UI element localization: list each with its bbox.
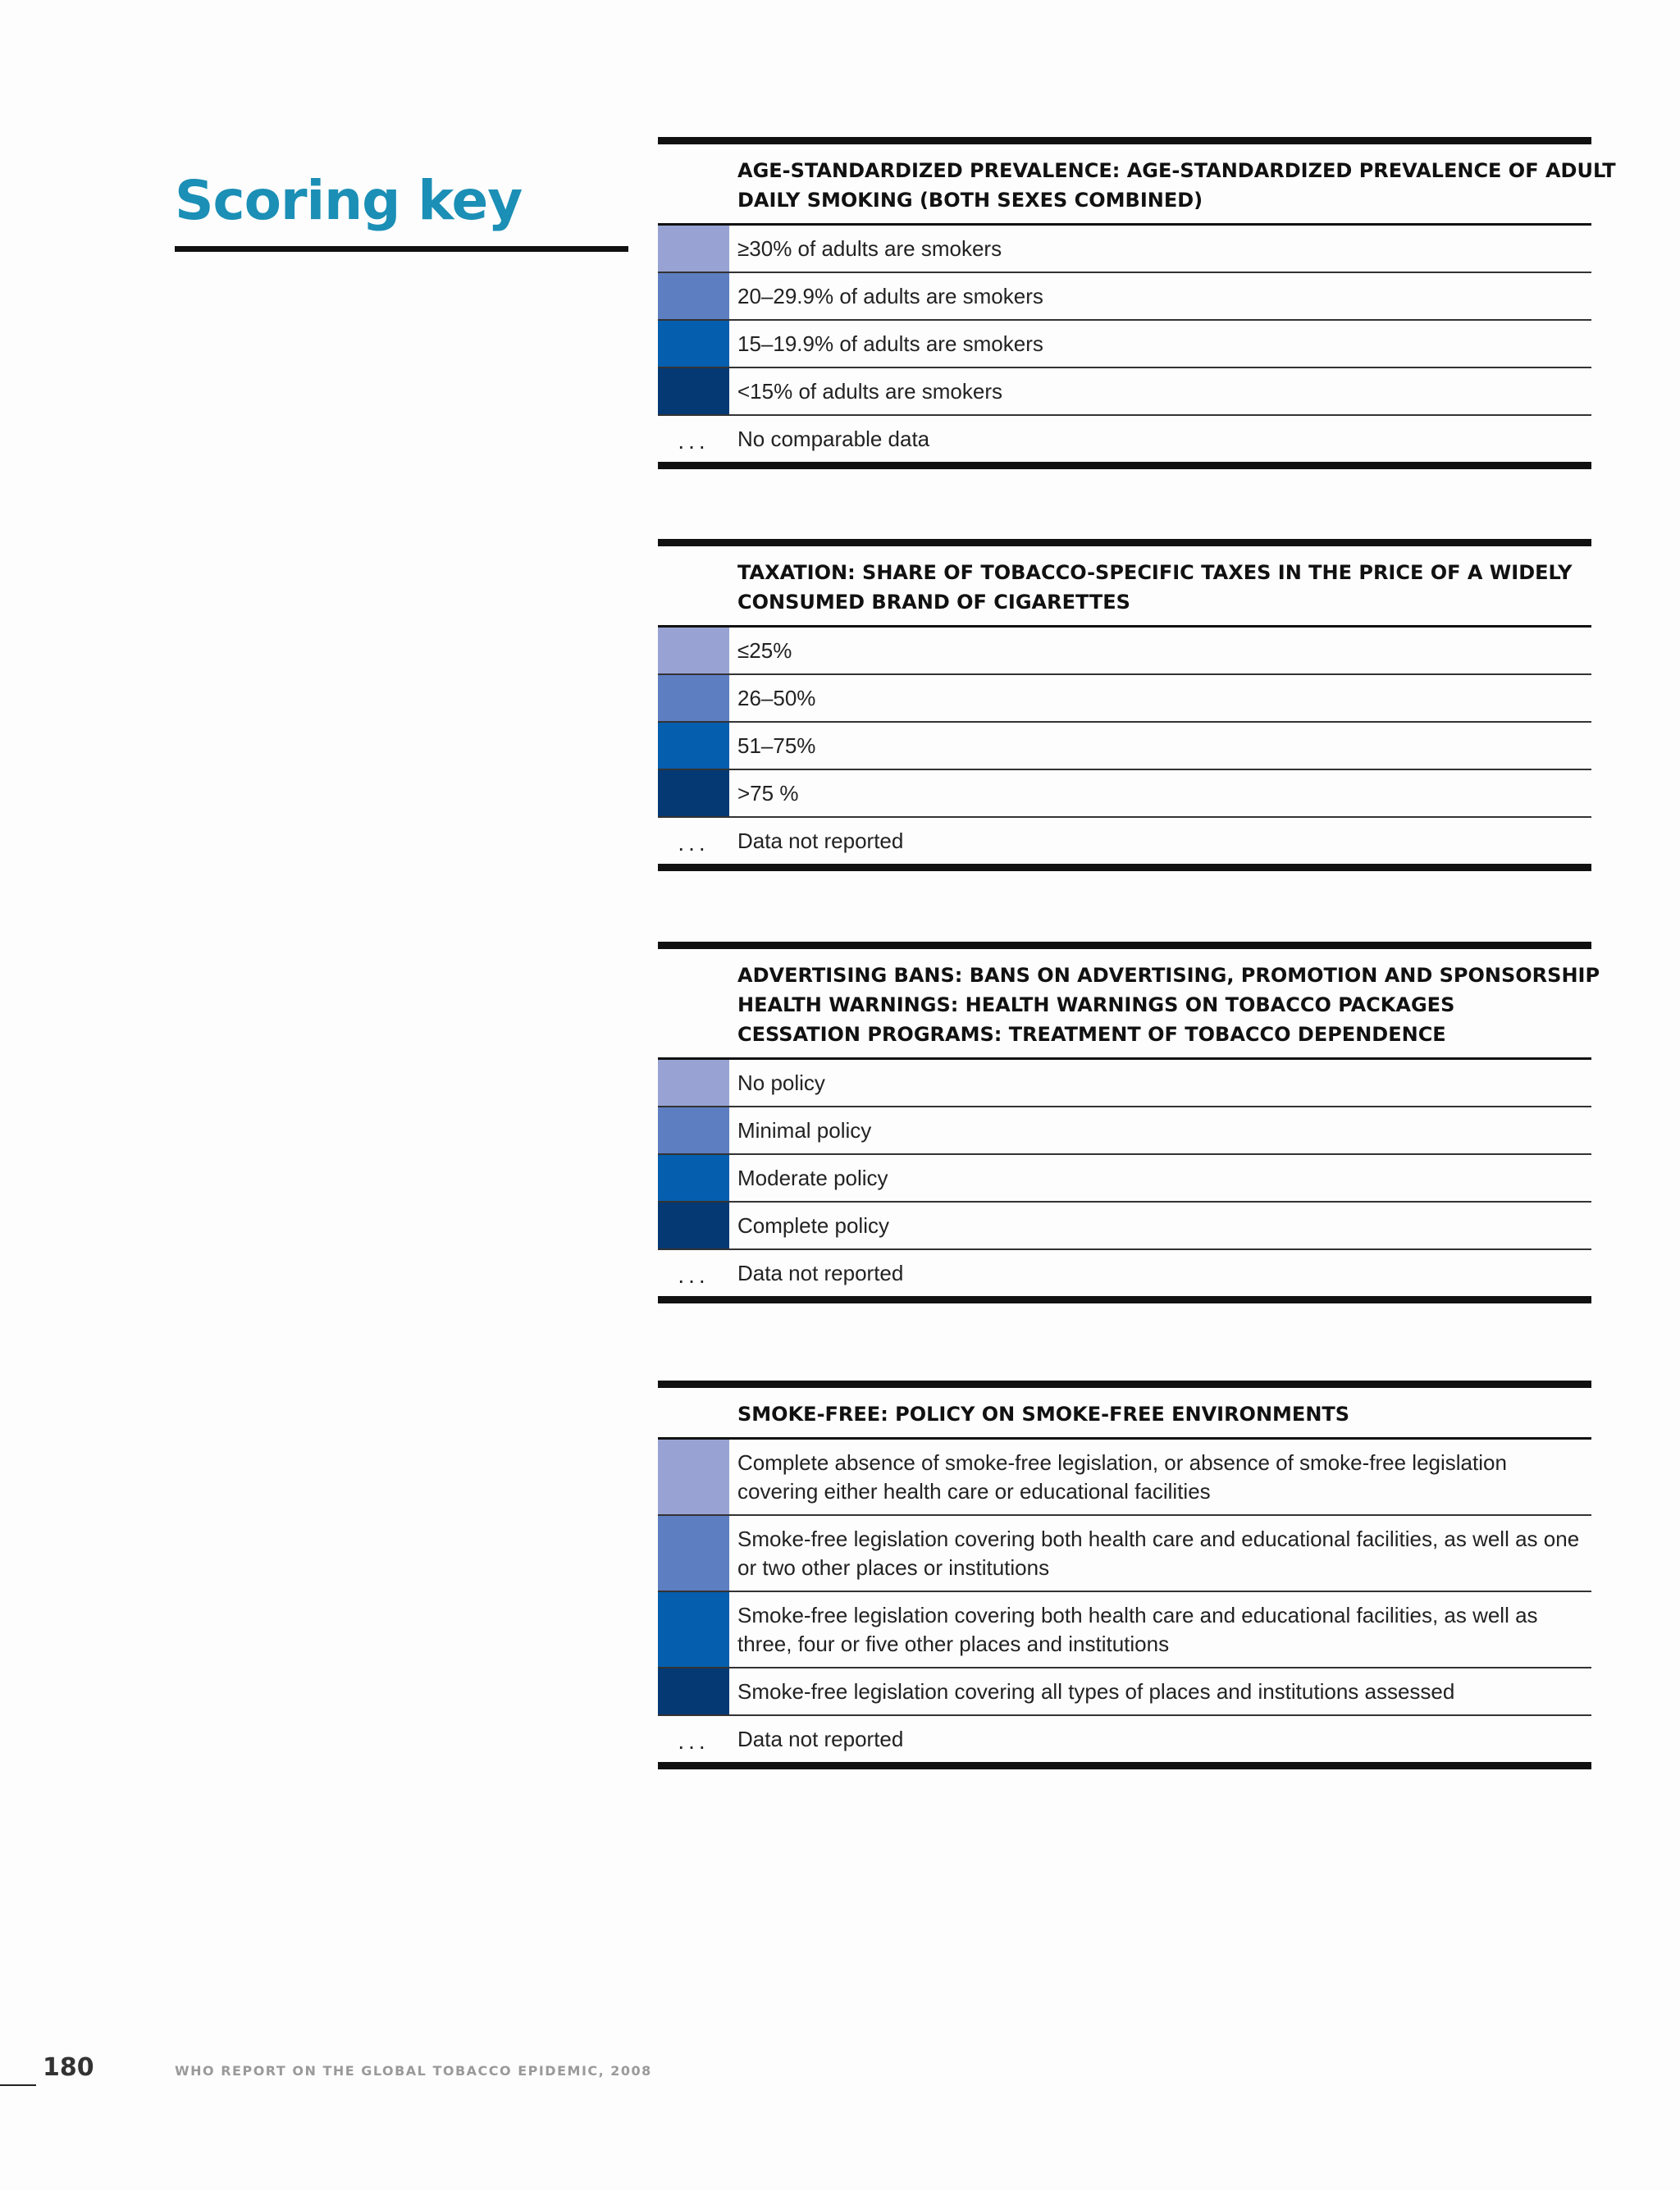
legend-label: <15% of adults are smokers — [737, 379, 1002, 404]
heading-line: CONSUMED BRAND OF CIGARETTES — [737, 591, 1130, 614]
heading-line: ADVERTISING BANS: BANS ON ADVERTISING, PROMOTION AND SPONSORSHIP — [737, 964, 1600, 987]
color-swatch-level2 — [658, 1107, 729, 1153]
legend-row — [658, 723, 1591, 770]
heading-line: SMOKE-FREE: POLICY ON SMOKE-FREE ENVIRONMENTS — [737, 1403, 1350, 1426]
legend-row — [658, 1155, 1591, 1203]
legend-row — [658, 770, 1591, 818]
color-swatch-level3 — [658, 321, 729, 367]
legend-row — [658, 1440, 1591, 1516]
page-number-rule — [0, 2084, 36, 2086]
color-swatch-level1 — [658, 1060, 729, 1106]
section-heading — [658, 144, 1616, 226]
heading-line: DAILY SMOKING (BOTH SEXES COMBINED) — [737, 189, 1203, 212]
color-swatch-level4 — [658, 368, 729, 414]
legend-label: Minimal policy — [737, 1118, 872, 1143]
section-top-rule — [658, 137, 1591, 144]
color-swatch-level3 — [658, 1155, 729, 1201]
legend-label: ≥30% of adults are smokers — [737, 236, 1002, 261]
legend-row — [658, 1203, 1591, 1250]
legend-label: Data not reported — [737, 828, 904, 853]
page-title: Scoring key — [175, 169, 523, 232]
color-swatch-level2 — [658, 675, 729, 721]
legend-label: 20–29.9% of adults are smokers — [737, 284, 1043, 308]
legend-row-no-data — [658, 1716, 1591, 1769]
title-block — [175, 164, 628, 252]
section-top-rule — [658, 1381, 1591, 1388]
title-underline — [175, 246, 628, 252]
legend-row — [658, 675, 1591, 723]
legend-label: Smoke-free legislation covering all types of places and institutions assessed — [737, 1679, 1455, 1704]
color-swatch-level1 — [658, 1440, 729, 1514]
section-top-rule — [658, 942, 1591, 949]
legend-row — [658, 273, 1591, 321]
color-swatch-level4 — [658, 1668, 729, 1714]
page-number: 180 — [43, 2053, 94, 2082]
page-footer — [0, 2053, 1680, 2086]
legend-row — [658, 1060, 1591, 1107]
heading-line: CESSATION PROGRAMS: TREATMENT OF TOBACCO DEPENDENCE — [737, 1023, 1446, 1046]
color-swatch-level1 — [658, 226, 729, 272]
color-swatch-level4 — [658, 770, 729, 816]
color-swatch-level3 — [658, 1592, 729, 1667]
heading-line: AGE-STANDARDIZED PREVALENCE: AGE-STANDARDIZED PREVALENCE OF ADULT — [737, 159, 1616, 182]
legend-label: Moderate policy — [737, 1166, 888, 1190]
section-top-rule — [658, 539, 1591, 546]
color-swatch-level2 — [658, 273, 729, 319]
no-data-symbol: ... — [678, 830, 710, 856]
legend-row — [658, 628, 1591, 675]
legend-label: Smoke-free legislation covering both health care and educational facilities, as well as three, four or five other places and institutions — [737, 1602, 1538, 1656]
legend-label: 51–75% — [737, 733, 816, 758]
color-swatch-level2 — [658, 1516, 729, 1591]
legend-row — [658, 226, 1591, 273]
no-data-symbol: ... — [678, 1262, 710, 1288]
legend-label: 15–19.9% of adults are smokers — [737, 331, 1043, 356]
legend-row — [658, 1592, 1591, 1668]
heading-line: HEALTH WARNINGS: HEALTH WARNINGS ON TOBACCO PACKAGES — [737, 993, 1455, 1016]
legend-prevalence — [658, 137, 1616, 469]
legend-row — [658, 1668, 1591, 1716]
running-title: WHO REPORT ON THE GLOBAL TOBACCO EPIDEMIC, 2008 — [175, 2063, 652, 2079]
legend-label: Data not reported — [737, 1261, 904, 1285]
legend-label: >75 % — [737, 781, 799, 806]
legend-label: Complete absence of smoke-free legislation, or absence of smoke-free legislation covering either health care or educational facilities — [737, 1449, 1507, 1504]
legend-label: No policy — [737, 1070, 825, 1095]
color-swatch-level1 — [658, 628, 729, 673]
legend-row-no-data — [658, 1250, 1591, 1303]
legend-label: Data not reported — [737, 1727, 904, 1751]
legend-label: No comparable data — [737, 427, 930, 451]
no-data-symbol: ... — [678, 428, 710, 454]
legend-row-no-data — [658, 818, 1591, 871]
legend-row — [658, 321, 1591, 368]
heading-line: TAXATION: SHARE OF TOBACCO-SPECIFIC TAXES IN THE PRICE OF A WIDELY — [737, 561, 1573, 584]
legend-row-no-data — [658, 416, 1591, 469]
legend-label: Smoke-free legislation covering both health care and educational facilities, as well as one or two other places or institutions — [737, 1526, 1580, 1580]
legend-label: Complete policy — [737, 1213, 889, 1238]
section-heading — [658, 1388, 1591, 1440]
legend-smoke-free — [658, 1381, 1591, 1769]
color-swatch-level4 — [658, 1203, 729, 1248]
legend-taxation — [658, 539, 1591, 871]
no-data-symbol: ... — [678, 1728, 710, 1754]
legend-policies — [658, 942, 1600, 1303]
color-swatch-level3 — [658, 723, 729, 769]
legend-row — [658, 1516, 1591, 1592]
legend-label: ≤25% — [737, 638, 792, 663]
legend-row — [658, 368, 1591, 416]
section-heading — [658, 949, 1600, 1060]
legend-label: 26–50% — [737, 686, 816, 710]
legend-row — [658, 1107, 1591, 1155]
section-heading — [658, 546, 1591, 628]
